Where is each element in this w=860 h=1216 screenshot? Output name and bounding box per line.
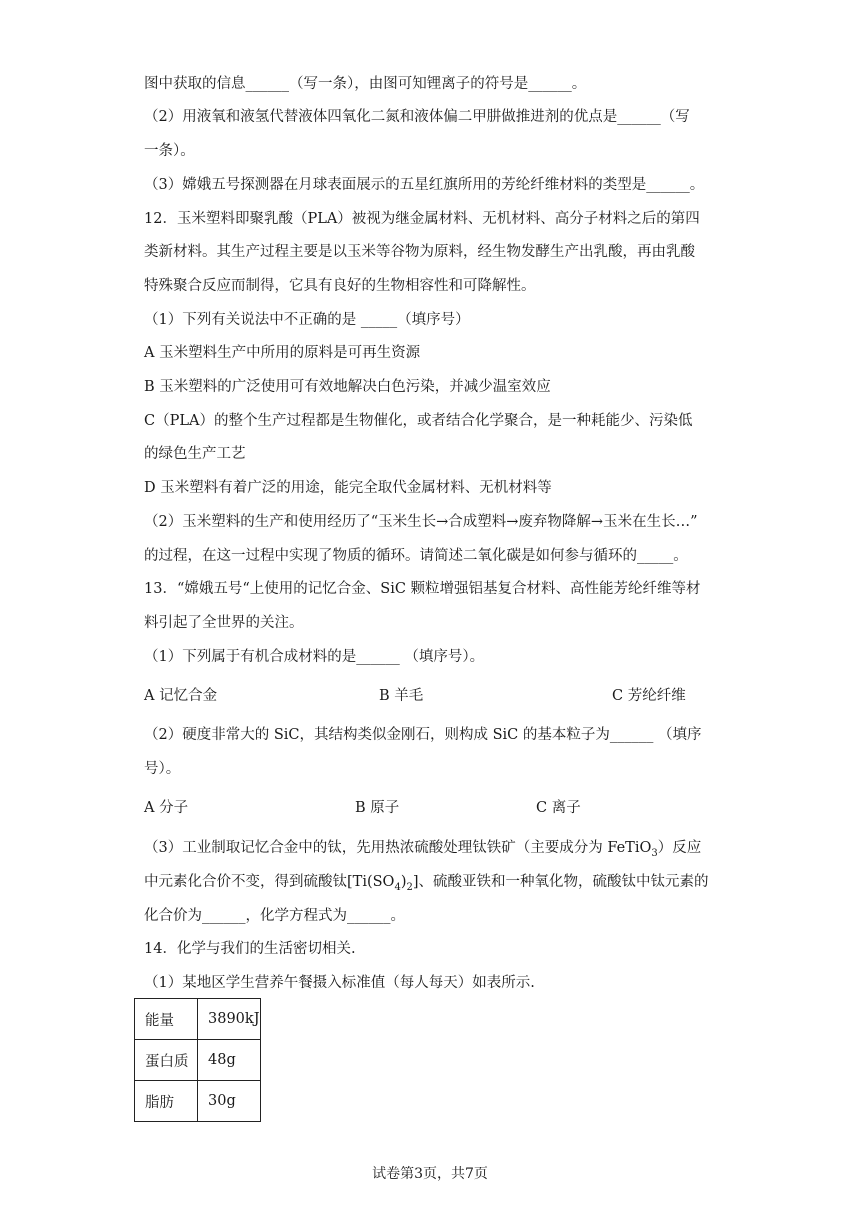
text-line: 的过程，在这一过程中实现了物质的循环。请简述二氧化碳是如何参与循环的_____。	[144, 548, 688, 564]
option-a: A 分子	[144, 800, 189, 816]
text-line: 类新材料。其生产过程主要是以玉米等谷物为原料，经生物发酵生产出乳酸，再由乳酸	[144, 244, 695, 260]
text-line	[144, 838, 701, 858]
text-line: 料引起了全世界的关注。	[144, 615, 304, 631]
text-segment: 中元素化合价不变，得到硫酸钛[Ti(SO	[144, 874, 395, 890]
text-line: （2）硬度非常大的 SiC，其结构类似金刚石，则构成 SiC 的基本粒子为______ （填序	[144, 727, 702, 743]
table-row	[135, 1040, 261, 1081]
table-cell: 能量	[135, 999, 198, 1040]
question-14-stem: 14．化学与我们的生活密切相关.	[144, 941, 356, 957]
text-line: （1）下列有关说法中不正确的是 _____（填序号）	[144, 312, 470, 328]
table-cell: 48g	[198, 1040, 261, 1081]
text-line	[144, 872, 709, 892]
text-segment: （3）工业制取记忆合金中的钛，先用热浓硫酸处理钛铁矿（主要成分为 FeTiO	[144, 840, 652, 856]
text-line: 特殊聚合反应而制得，它具有良好的生物相容性和可降解性。	[144, 278, 536, 294]
option-d: D 玉米塑料有着广泛的用途，能完全取代金属材料、无机材料等	[144, 480, 552, 496]
table-cell: 3890kJ	[198, 999, 261, 1040]
text-line: （1）某地区学生营养午餐摄入标准值（每人每天）如表所示.	[144, 975, 535, 991]
question-12-stem: 12．玉米塑料即聚乳酸（PLA）被视为继金属材料、无机材料、高分子材料之后的第四	[144, 211, 700, 227]
text-segment: ]、硫酸亚铁和一种氧化物，硫酸钛中钛元素的	[412, 874, 709, 890]
table-row	[135, 1081, 261, 1122]
option-b: B 玉米塑料的广泛使用可有效地解决白色污染，并减少温室效应	[144, 379, 551, 395]
option-c: C（PLA）的整个生产过程都是生物催化，或者结合化学聚合，是一种耗能少、污染低	[144, 413, 693, 429]
option-c: C 芳纶纤维	[612, 688, 686, 704]
nutrition-table	[134, 998, 261, 1122]
text-line: 的绿色生产工艺	[144, 446, 246, 462]
option-a: A 记忆合金	[144, 688, 218, 704]
subscript: 3	[651, 847, 658, 859]
table-row	[135, 999, 261, 1040]
table-cell: 蛋白质	[135, 1040, 198, 1081]
subscript: 2	[406, 881, 413, 893]
text-line: 一条）。	[144, 143, 195, 159]
table-cell: 30g	[198, 1081, 261, 1122]
option-a: A 玉米塑料生产中所用的原料是可再生资源	[144, 345, 421, 361]
option-c: C 离子	[536, 800, 581, 816]
text-line: （3）嫦娥五号探测器在月球表面展示的五星红旗所用的芳纶纤维材料的类型是______。	[144, 177, 705, 193]
text-line: （2）玉米塑料的生产和使用经历了“玉米生长→合成塑料→废弃物降解→玉米在生长…”	[144, 514, 698, 530]
question-13-stem: 13．“嫦娥五号“上使用的记忆合金、SiC 颗粒增强铝基复合材料、高性能芳纶纤维等材	[144, 581, 701, 597]
page-footer: 试卷第3页，共7页	[372, 1166, 488, 1182]
text-line: 号）。	[144, 761, 181, 777]
option-b: B 原子	[355, 800, 400, 816]
table-cell: 脂肪	[135, 1081, 198, 1122]
text-segment: )	[400, 874, 407, 890]
text-line: 图中获取的信息______（写一条），由图可知锂离子的符号是______。	[144, 76, 587, 92]
text-line: （2）用液氧和液氢代替液体四氧化二氮和液体偏二甲肼做推进剂的优点是______（写	[144, 109, 690, 125]
text-line: 化合价为______，化学方程式为______。	[144, 908, 405, 924]
text-segment: ）反应	[657, 840, 702, 856]
subscript: 4	[394, 881, 401, 893]
text-line: （1）下列属于有机合成材料的是______ （填序号）。	[144, 649, 485, 665]
option-b: B 羊毛	[379, 688, 424, 704]
